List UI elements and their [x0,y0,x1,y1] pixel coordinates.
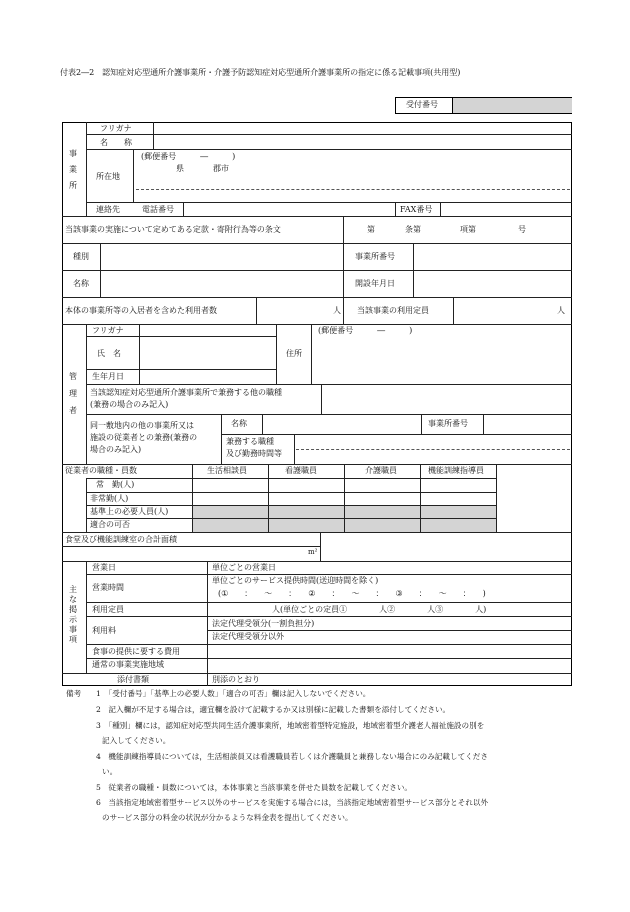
other-number-field[interactable] [484,415,571,433]
staff-col-nurse: 看護職員 [285,466,317,475]
days-label: 営業日 [92,563,116,572]
note-6: 6 当該指定地域密着型サービス以外のサービスを実施する場合には，当該指定地域密着型サービス部分とそれ以外 [96,798,489,807]
capacity2-label: 利用定員 [92,605,124,614]
office-name-field[interactable] [154,135,571,148]
staff-cell-fulltime-care[interactable] [345,479,420,492]
articles-ko-dai: 項第 [460,225,476,234]
meal-field[interactable] [208,645,571,657]
manager-dob-field[interactable] [140,370,275,383]
staff-cell-fulltime-counselor[interactable] [193,479,268,492]
attach-label: 添付書類 [117,675,149,684]
main-section-char-1: 主 [69,585,77,594]
staff-cell-parttime-care[interactable] [345,493,420,505]
users-unit: 人 [333,306,341,315]
office-address-field[interactable] [135,175,571,201]
staff-col-trainer: 機能訓練指導員 [428,466,484,475]
note-3: 3 「種別」欄には，認知症対応型共同生活介護事業所，地域密着型特定施設，地域密着型介護老人福祉施設の別を [96,721,485,730]
hours-value-line2: (① ： ～ ： ② ： ～ ： ③ ： ～ ： ) [218,589,486,598]
office-number-label: 事業所番号 [355,252,395,261]
other-label-line1: 同一敷地内の他の事業所又は [90,421,194,430]
dining-unit: m² [308,548,318,556]
note-1: 1 「受付番号」「基準上の必要人数」「適合の可否」欄は記入しないでください。 [96,689,371,698]
articles-label: 当該事業の実施について定めてある定款・寄附行為等の条文 [65,225,281,234]
office-tel-field[interactable] [184,203,394,215]
staff-cell-parttime-counselor[interactable] [193,493,268,505]
office-section-char-1: 事 [69,149,77,158]
office-city: 郡市 [213,164,229,173]
fee-label: 利用料 [92,626,116,635]
concurrent-label-line1: 当該認知症対応型通所介護事業所で兼務する他の職種 [90,388,282,397]
manager-address-field[interactable] [312,338,571,383]
note-2: 2 記入欄が不足する場合は，適宜欄を設けて記載するか又は別様に記載した書類を添付してください。 [96,705,451,714]
reception-number-field[interactable] [452,98,572,113]
office-furigana-label: フリガナ [100,124,132,133]
staff-cell-parttime-nurse[interactable] [269,493,344,505]
note-5: 5 従業者の職種・員数については，本体事業と当該事業を併せた員数を記載してください。 [96,783,413,792]
office-pref: 県 [176,164,184,173]
manager-name-field[interactable] [140,337,275,368]
other-label-line3: 場合のみ記入) [90,445,142,454]
note-4: 4 機能訓練指導員については，生活相談員又は看護職員若しくは介護職員と兼務しない場合にのみ記載してくださ [96,752,488,761]
main-section-char-6: 項 [69,635,77,644]
main-section-char-2: な [69,595,77,604]
area-field[interactable] [208,659,571,672]
notes-title: 備考 [66,689,82,698]
area-label: 通常の事業実施地域 [92,660,164,669]
office-address-label: 所在地 [96,172,120,181]
articles-go: 号 [518,225,526,234]
staff-row-required: 基準上の必要人員(人) [90,507,169,516]
note-6-cont: のサービス部分の料金の状況が分かるような料金表を提出してください。 [102,813,353,822]
manager-section-char-1: 管 [69,372,77,381]
manager-section-char-2: 理 [69,389,77,398]
staff-row-parttime: 非常勤(人) [90,494,129,503]
manager-postal: (郵便番号 ― ) [318,326,413,335]
manager-dob-label: 生年月日 [92,372,124,381]
staff-cell-fulltime-trainer[interactable] [421,479,496,492]
meal-label: 食事の提供に要する費用 [92,647,180,656]
office-section-char-2: 業 [69,165,77,174]
type-field[interactable] [101,244,343,269]
capacity2-value: 人(単位ごとの定員① 人② 人③ 人) [272,605,487,614]
staff-col-counselor: 生活相談員 [207,466,247,475]
note-3-cont: 記入してください。 [102,736,171,745]
main-section-char-5: 事 [69,625,77,634]
hours-value-line1: 単位ごとのサービス提供時間(送迎時間を除く) [212,576,379,585]
main-section-char-3: 掲 [69,605,77,614]
other-job-field[interactable] [295,435,571,463]
manager-section-char-3: 者 [69,406,77,415]
office-contact-label: 連絡先 [96,205,120,214]
name2-field[interactable] [101,271,343,296]
manager-address-label: 住所 [286,349,302,358]
office-tel-label: 電話番号 [142,205,174,214]
note-4-cont: い。 [102,767,118,776]
office-fax-label: FAX番号 [400,205,433,214]
office-fax-field[interactable] [441,203,571,215]
capacity-field[interactable] [454,298,554,323]
staff-cell-parttime-trainer[interactable] [421,493,496,505]
staff-header: 従業者の職種・員数 [65,466,137,475]
manager-name-label: 氏 名 [97,349,121,358]
other-number-label: 事業所番号 [428,419,468,428]
type-label: 種別 [73,252,89,261]
staff-cell-fulltime-nurse[interactable] [269,479,344,492]
name2-label: 名称 [73,279,89,288]
capacity-label: 当該事業の利用定員 [357,306,429,315]
users-field[interactable] [257,298,337,323]
reception-label: 受付番号 [406,100,438,109]
articles-jo-dai: 条第 [405,225,421,234]
opening-date-field[interactable] [414,271,571,296]
hours-label: 営業時間 [92,583,124,592]
staff-row-conformity: 適合の可否 [90,520,130,529]
attach-value: 別添のとおり [212,675,260,684]
opening-date-label: 開設年月日 [355,279,395,288]
staff-col-care: 介護職員 [365,466,397,475]
capacity-unit: 人 [557,306,565,315]
days-value: 単位ごとの営業日 [212,563,276,572]
other-job-label-line1: 兼務する職種 [226,437,274,446]
fee-value-line1: 法定代理受領分(一割負担分) [212,619,315,628]
manager-furigana-label: フリガナ [92,326,124,335]
office-postal: (郵便番号 ― ) [141,152,236,161]
concurrent-job-field[interactable] [322,385,571,413]
other-name-field[interactable] [263,415,420,433]
office-section-char-3: 所 [69,181,77,190]
other-name-label: 名称 [231,419,247,428]
main-section-char-4: 示 [69,615,77,624]
concurrent-label-line2: (兼務の場合のみ記入) [90,400,169,409]
office-name-label: 名 称 [100,138,132,147]
other-job-label-line2: 及び勤務時間等 [226,449,282,458]
fee-value-line2: 法定代理受領分以外 [212,632,284,641]
form-title: 付表2―2 認知症対応型通所介護事業所・介護予防認知症対応型通所介護事業所の指定に係る記載事項(共用型) [60,68,461,77]
users-label: 本体の事業所等の入居者を含めた利用者数 [65,306,217,315]
office-number-field[interactable] [414,244,571,269]
staff-row-fulltime: 常 勤(人) [96,480,135,489]
dining-area-field[interactable] [63,547,303,560]
other-label-line2: 施設の従業者との兼務(兼務の [90,433,198,442]
dining-label: 食堂及び機能訓練室の合計面積 [65,535,177,544]
articles-dai: 第 [367,225,375,234]
